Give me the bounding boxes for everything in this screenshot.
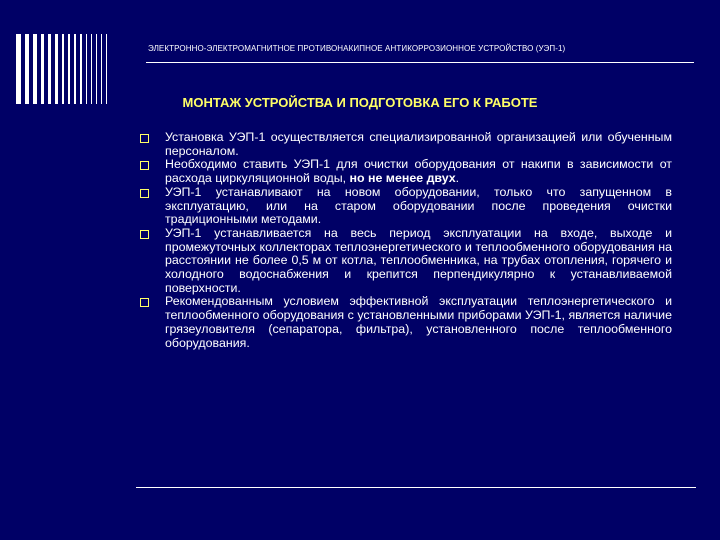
list-item xyxy=(140,158,672,185)
bullet-text: Рекомендованным условием эффективной эксплуатации теплоэнергетического и теплообменного оборудования с установленными приборами УЭП-1, является наличие грязеуловителя (сепаратора, фильтра), установленного после теплообменного оборудования. xyxy=(165,294,672,350)
bullet-list xyxy=(140,131,672,350)
stripe xyxy=(41,34,44,104)
list-item xyxy=(140,227,672,296)
stripe xyxy=(106,34,107,104)
list-item xyxy=(140,295,672,350)
header-title: ЭЛЕКТРОННО-ЭЛЕКТРОМАГНИТНОЕ ПРОТИВОНАКИПНОЕ АНТИКОРРОЗИОННОЕ УСТРОЙСТВО (УЭП-1) xyxy=(148,44,566,53)
square-bullet-icon xyxy=(140,161,149,170)
top-divider xyxy=(146,62,694,63)
stripe xyxy=(101,34,102,104)
stripe xyxy=(74,34,76,104)
list-item xyxy=(140,186,672,227)
slide-title: МОНТАЖ УСТРОЙСТВА И ПОДГОТОВКА ЕГО К РАБОТЕ xyxy=(182,95,538,110)
stripe xyxy=(33,34,37,104)
bullet-text: Установка УЭП-1 осуществляется специализированной организацией или обученным персоналом. xyxy=(165,130,672,158)
stripe xyxy=(16,34,21,104)
stripe xyxy=(86,34,87,104)
square-bullet-icon xyxy=(140,134,149,143)
stripe xyxy=(55,34,58,104)
list-item xyxy=(140,131,672,158)
stripe xyxy=(25,34,29,104)
stripe xyxy=(48,34,51,104)
stripe xyxy=(91,34,92,104)
square-bullet-icon xyxy=(140,189,149,198)
stripe xyxy=(62,34,64,104)
bold-emphasis: но не менее двух xyxy=(349,171,456,186)
bullet-text: УЭП-1 устанавливают на новом оборудовании, только что запущенном в эксплуатацию, или на старом оборудовании после проведения очистки традиционными методами. xyxy=(165,184,672,227)
square-bullet-icon xyxy=(140,230,149,239)
stripe xyxy=(68,34,70,104)
stripe xyxy=(96,34,97,104)
bottom-divider xyxy=(136,487,696,488)
bullet-text: Необходимо ставить УЭП-1 для очистки оборудования от накипи в зависимости от расхода циркуляционной воды, но не менее двух. xyxy=(165,157,672,186)
stripe xyxy=(80,34,82,104)
square-bullet-icon xyxy=(140,298,149,307)
bullet-text: УЭП-1 устанавливается на весь период эксплуатации на входе, выходе и промежуточных коллекторах теплоэнергетического и теплообменного оборудования на расстоянии не более 0,5 м от котла, теплообменника, на трубах отопления, горячего и холодного водоснабжения и крепится перпендикулярно к устанавливаемой поверхности. xyxy=(165,225,672,295)
